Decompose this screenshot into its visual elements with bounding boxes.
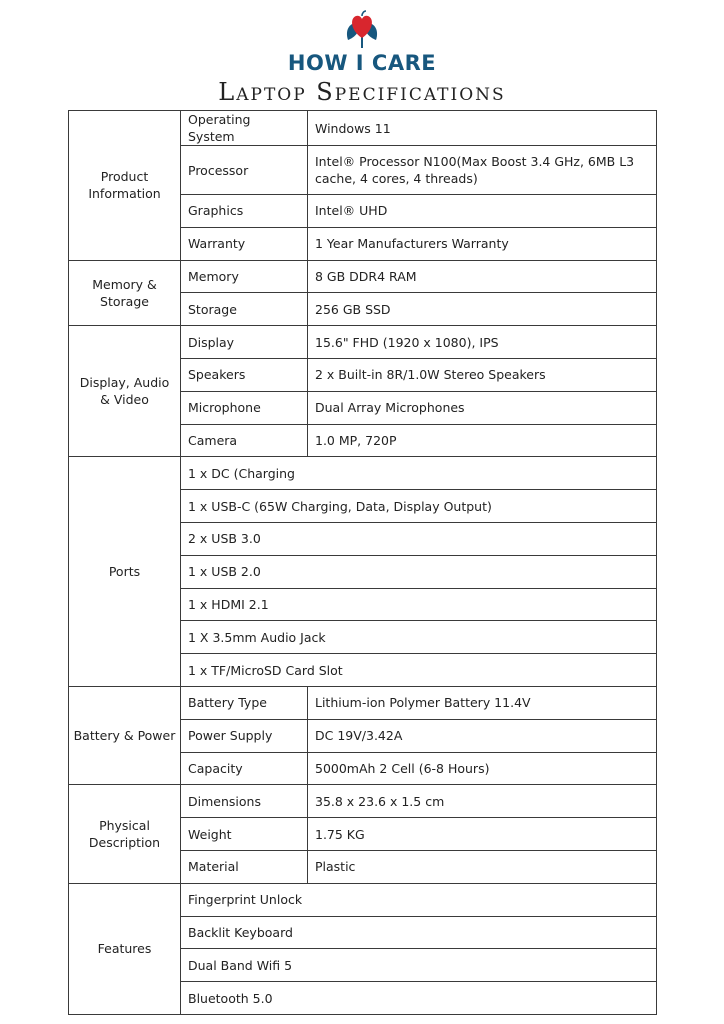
feature-item: Dual Band Wifi 5 bbox=[181, 949, 657, 982]
heart-leaves-logo-icon bbox=[340, 10, 384, 54]
spec-value: Lithium-ion Polymer Battery 11.4V bbox=[308, 686, 657, 719]
spec-label: Warranty bbox=[181, 227, 308, 260]
spec-value: Windows 11 bbox=[308, 111, 657, 146]
spec-value: Dual Array Microphones bbox=[308, 391, 657, 424]
spec-label: Operating System bbox=[181, 111, 308, 146]
spec-label: Storage bbox=[181, 293, 308, 326]
spec-label: Battery Type bbox=[181, 686, 308, 719]
spec-label: Capacity bbox=[181, 752, 308, 785]
port-item: 1 x USB-C (65W Charging, Data, Display Output) bbox=[181, 490, 657, 523]
brand-logo bbox=[0, 10, 724, 74]
section-display-audio-video: Display, Audio & Video bbox=[69, 326, 181, 457]
section-memory-storage: Memory & Storage bbox=[69, 260, 181, 326]
spec-label: Graphics bbox=[181, 195, 308, 228]
port-item: 2 x USB 3.0 bbox=[181, 522, 657, 555]
spec-value: DC 19V/3.42A bbox=[308, 719, 657, 752]
brand-name: HOW I CARE bbox=[287, 51, 437, 75]
table-row bbox=[69, 260, 657, 293]
feature-item: Bluetooth 5.0 bbox=[181, 982, 657, 1015]
table-row bbox=[69, 785, 657, 818]
spec-label: Power Supply bbox=[181, 719, 308, 752]
port-item: 1 x TF/MicroSD Card Slot bbox=[181, 654, 657, 687]
spec-label: Processor bbox=[181, 146, 308, 195]
port-item: 1 x DC (Charging bbox=[181, 457, 657, 490]
spec-label: Display bbox=[181, 326, 308, 359]
spec-value: 2 x Built-in 8R/1.0W Stereo Speakers bbox=[308, 358, 657, 391]
spec-label: Microphone bbox=[181, 391, 308, 424]
spec-label: Weight bbox=[181, 818, 308, 851]
table-row bbox=[69, 883, 657, 916]
spec-value: Intel® UHD bbox=[308, 195, 657, 228]
page-title: Laptop Specifications bbox=[218, 78, 506, 106]
section-features: Features bbox=[69, 883, 181, 1014]
section-battery-power: Battery & Power bbox=[69, 686, 181, 784]
port-item: 1 X 3.5mm Audio Jack bbox=[181, 621, 657, 654]
spec-value: 5000mAh 2 Cell (6-8 Hours) bbox=[308, 752, 657, 785]
spec-label: Dimensions bbox=[181, 785, 308, 818]
table-row bbox=[69, 457, 657, 490]
section-ports: Ports bbox=[69, 457, 181, 687]
feature-item: Fingerprint Unlock bbox=[181, 883, 657, 916]
spec-value: 15.6" FHD (1920 x 1080), IPS bbox=[308, 326, 657, 359]
section-product-information: Product Information bbox=[69, 111, 181, 261]
spec-value: 1.75 KG bbox=[308, 818, 657, 851]
spec-value: 8 GB DDR4 RAM bbox=[308, 260, 657, 293]
specifications-table bbox=[68, 110, 657, 1015]
section-physical-description: Physical Description bbox=[69, 785, 181, 883]
port-item: 1 x HDMI 2.1 bbox=[181, 588, 657, 621]
spec-value: 1 Year Manufacturers Warranty bbox=[308, 227, 657, 260]
feature-item: Backlit Keyboard bbox=[181, 916, 657, 949]
table-row bbox=[69, 686, 657, 719]
table-row bbox=[69, 326, 657, 359]
spec-label: Camera bbox=[181, 424, 308, 457]
spec-value: Intel® Processor N100(Max Boost 3.4 GHz, 6MB L3 cache, 4 cores, 4 threads) bbox=[308, 146, 657, 195]
table-row bbox=[69, 111, 657, 146]
spec-value: 256 GB SSD bbox=[308, 293, 657, 326]
spec-value: 1.0 MP, 720P bbox=[308, 424, 657, 457]
spec-label: Speakers bbox=[181, 358, 308, 391]
spec-value: Plastic bbox=[308, 850, 657, 883]
port-item: 1 x USB 2.0 bbox=[181, 555, 657, 588]
spec-label: Memory bbox=[181, 260, 308, 293]
spec-value: 35.8 x 23.6 x 1.5 cm bbox=[308, 785, 657, 818]
spec-label: Material bbox=[181, 850, 308, 883]
